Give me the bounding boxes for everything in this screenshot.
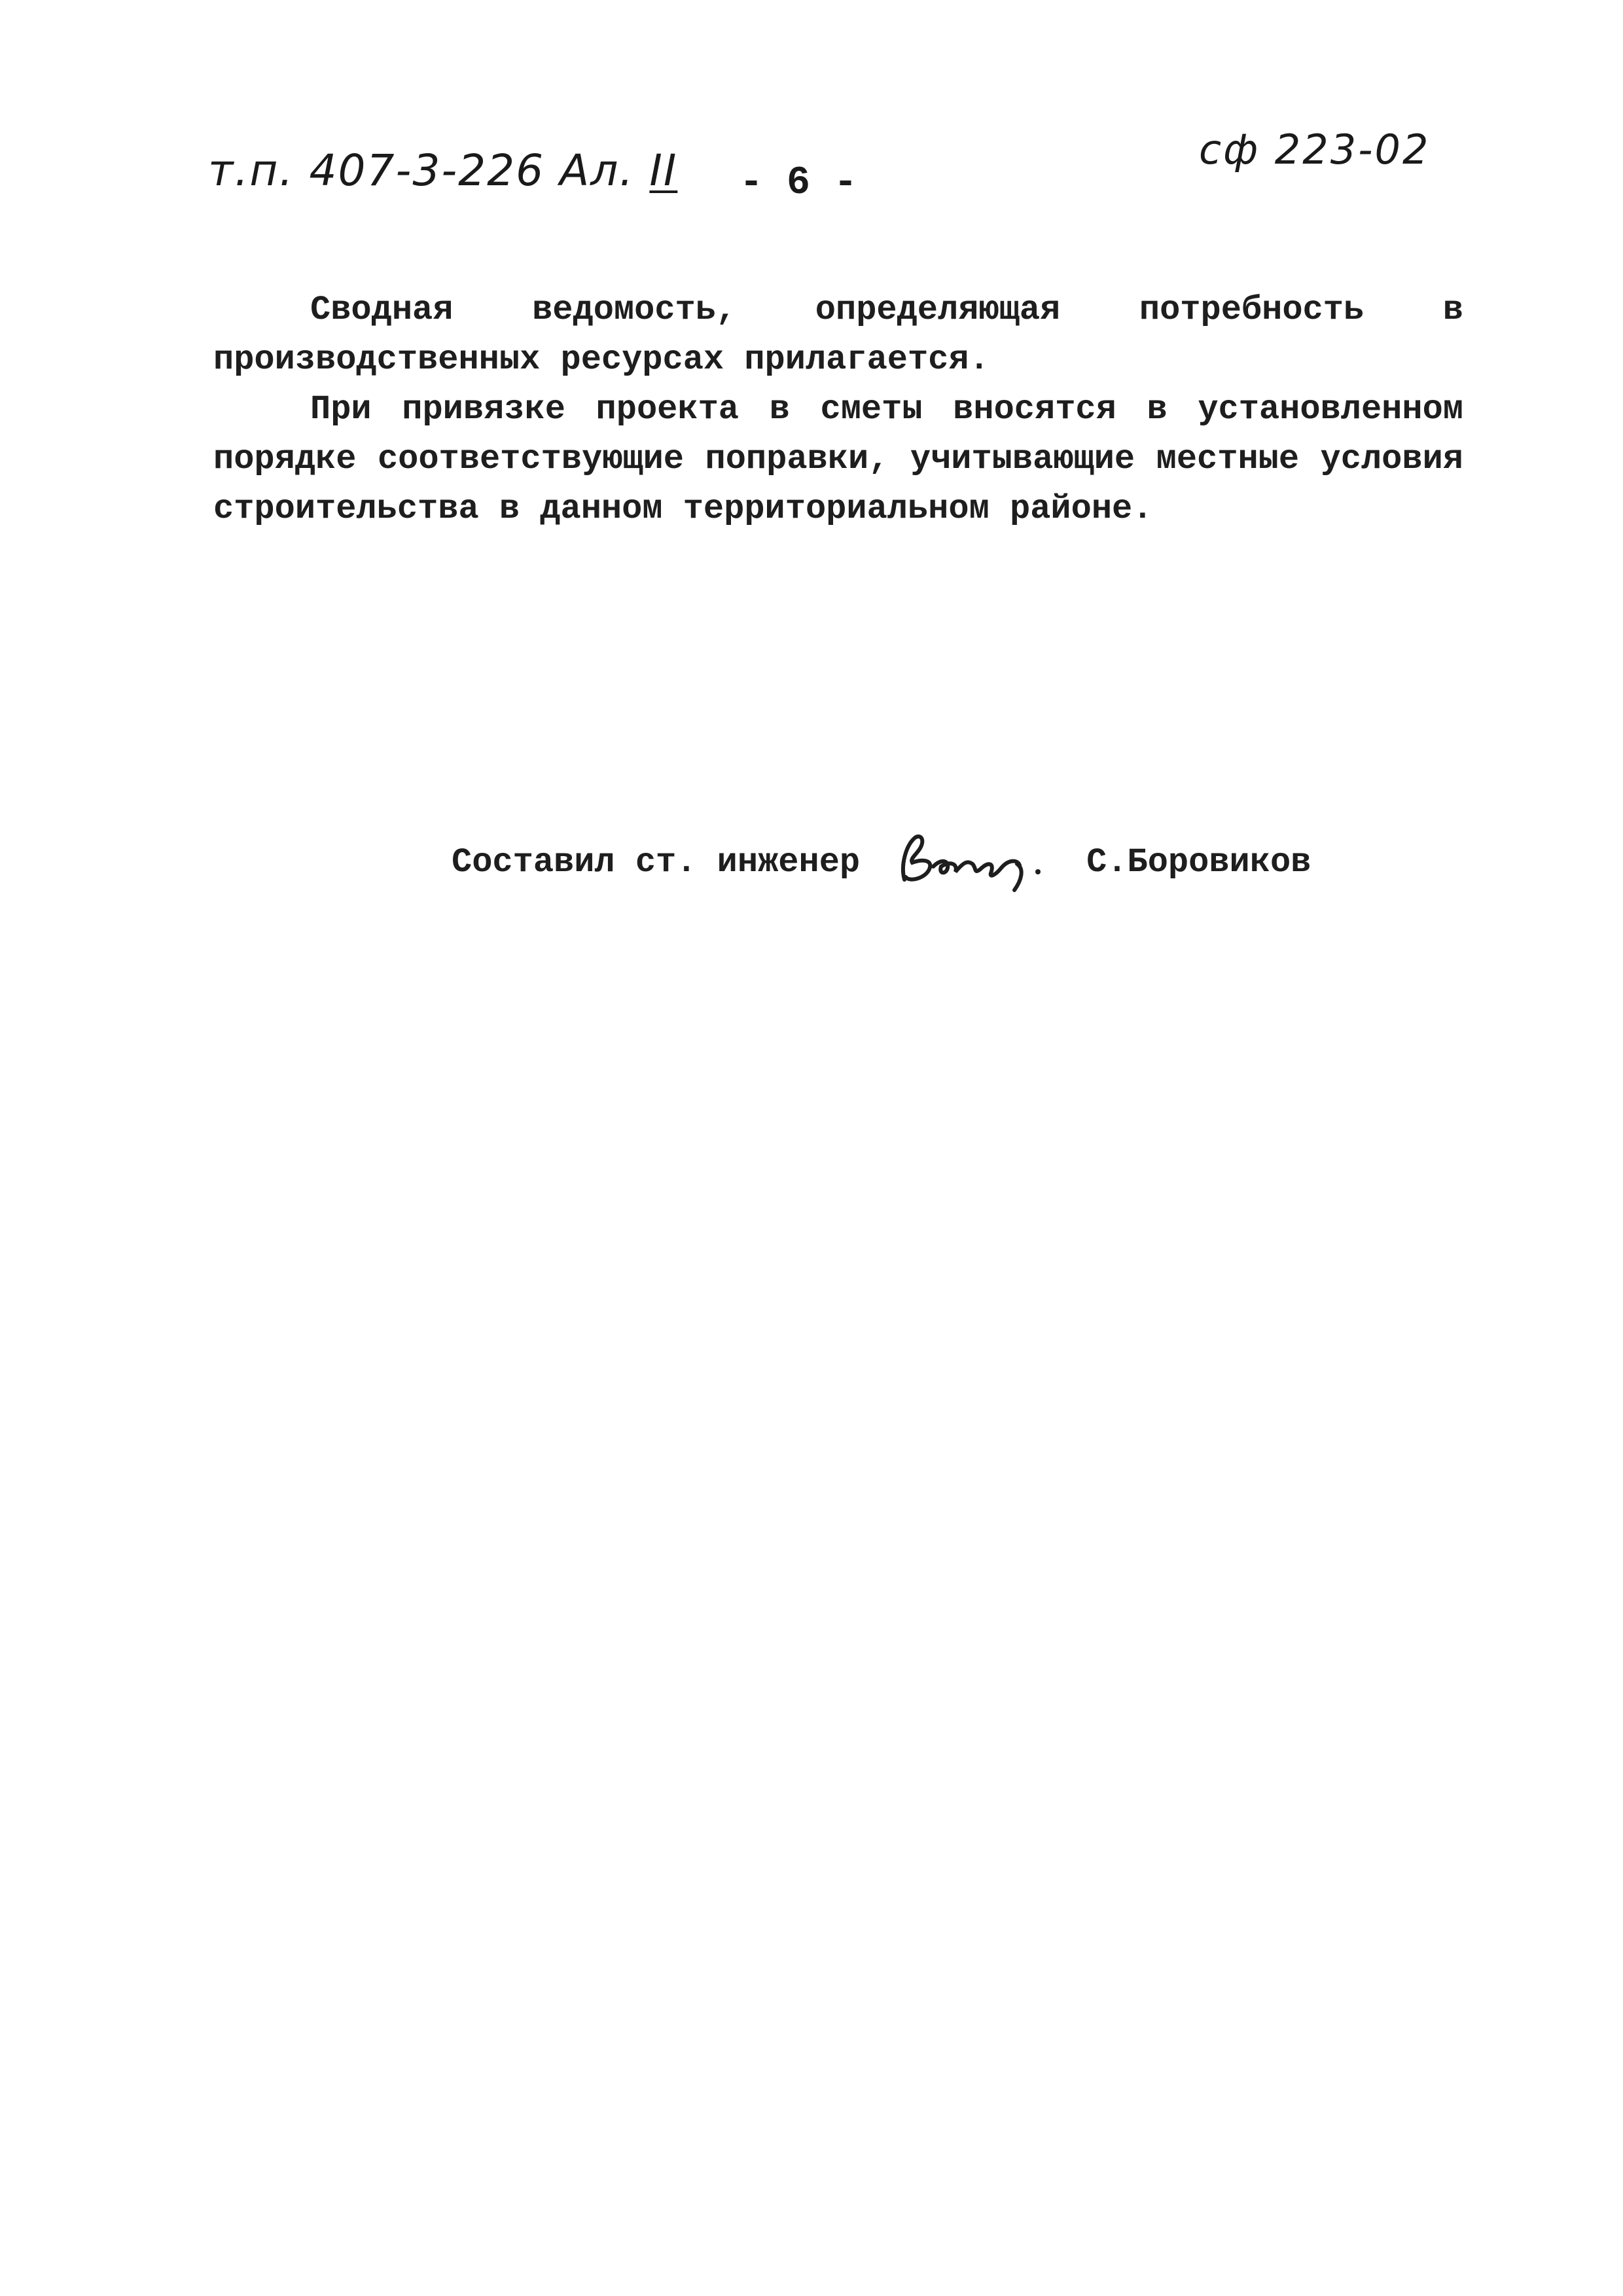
signature-role-label: Составил ст. инженер [452,842,861,882]
document-code-text: т.п. 407-3-226 Ал. [208,145,635,196]
page-number: - 6 - [740,161,858,206]
album-number: II [649,145,678,196]
paragraph: Сводная ведомость, определяющая потребность в производственных ресурсах прилагается. [213,291,1463,379]
document-code [208,145,677,196]
archive-code: сф 223-02 [1199,126,1431,173]
paragraph: При привязке проекта в сметы вносятся в установленном порядке соответствующие поправки, учитывающие местные условия строительства в данном территориальном районе. [213,390,1463,528]
body-text [213,285,1463,534]
handwritten-signature [886,826,1050,898]
signature-block [452,826,1311,898]
signature-name: С.Боровиков [1086,842,1311,882]
